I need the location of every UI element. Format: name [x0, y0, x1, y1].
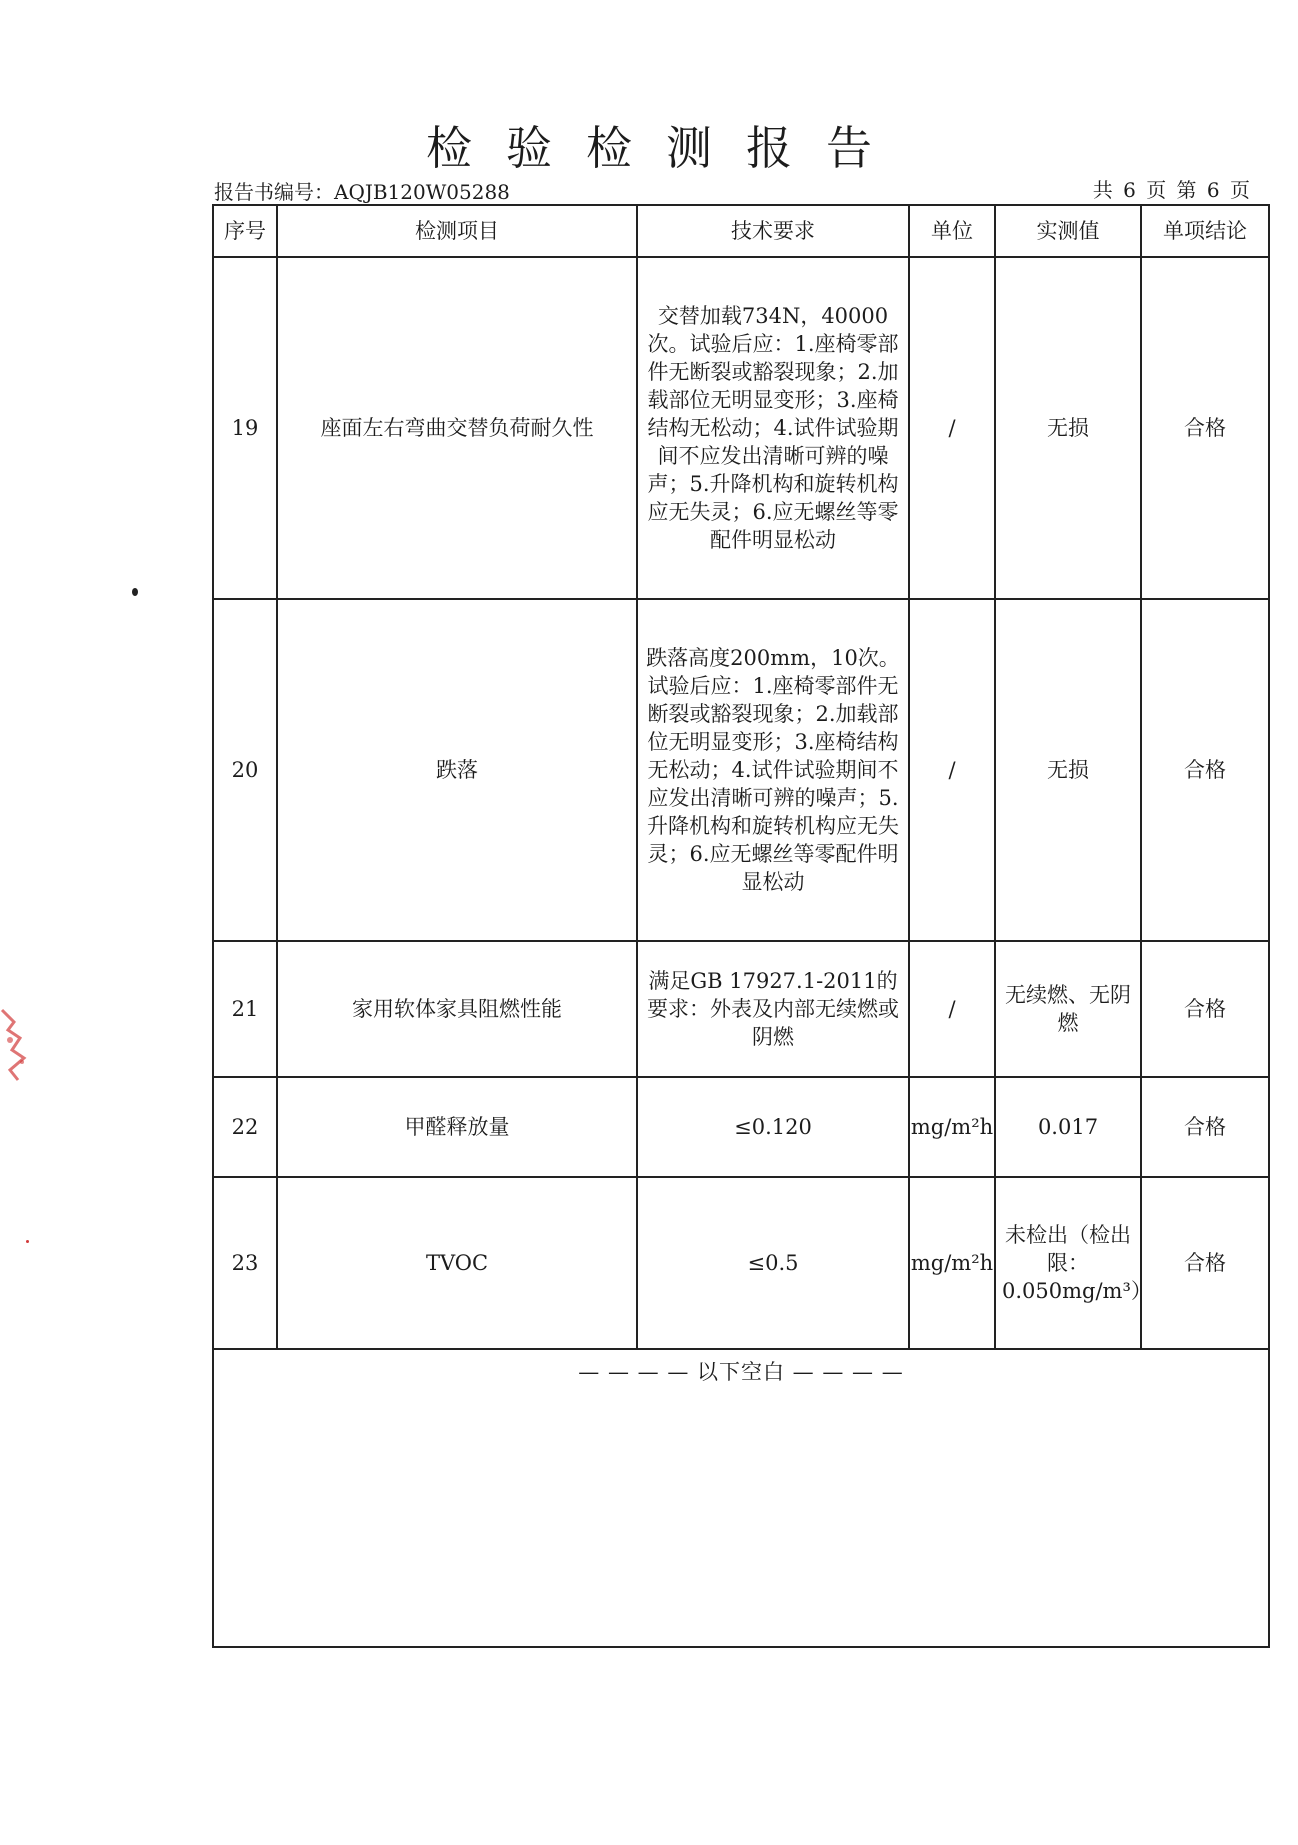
row-result: 合格 [1141, 1077, 1269, 1177]
scan-speck [132, 588, 138, 596]
row-unit: mg/m²h [909, 1177, 995, 1349]
row-no: 21 [213, 941, 277, 1077]
row-measured: 无损 [995, 257, 1141, 599]
inspection-table [212, 204, 1270, 1648]
col-header-measured: 实测值 [995, 205, 1141, 257]
row-item: 座面左右弯曲交替负荷耐久性 [277, 257, 637, 599]
row-no: 20 [213, 599, 277, 941]
row-requirement: 跌落高度200mm，10次。试验后应：1.座椅零部件无断裂或豁裂现象；2.加载部位无明显变形；3.座椅结构无松动；4.试件试验期间不应发出清晰可辨的噪声；5.升降机构和旋转机构应无失灵；6.应无螺丝等零配件明显松动 [637, 599, 909, 941]
blank-below-note: — — — — 以下空白 — — — — [578, 1360, 904, 1384]
col-header-result: 单项结论 [1141, 205, 1269, 257]
table-row [213, 1177, 1269, 1349]
col-header-requirement: 技术要求 [637, 205, 909, 257]
row-result: 合格 [1141, 1177, 1269, 1349]
table-row [213, 1077, 1269, 1177]
scan-speck [26, 1240, 29, 1243]
row-requirement: 交替加载734N，40000次。试验后应：1.座椅零部件无断裂或豁裂现象；2.加载部位无明显变形；3.座椅结构无松动；4.试件试验期间不应发出清晰可辨的噪声；5.升降机构和旋转机构应无失灵；6.应无螺丝等零配件明显松动 [637, 257, 909, 599]
row-measured: 无续燃、无阴燃 [995, 941, 1141, 1077]
row-unit: mg/m²h [909, 1077, 995, 1177]
col-header-no: 序号 [213, 205, 277, 257]
row-no: 22 [213, 1077, 277, 1177]
table-header-row [213, 205, 1269, 257]
row-measured: 未检出（检出限：0.050mg/m³） [995, 1177, 1141, 1349]
red-stamp-fragment [0, 1000, 34, 1090]
report-title: 检验检测报告 [426, 121, 906, 175]
row-unit: / [909, 599, 995, 941]
row-result: 合格 [1141, 941, 1269, 1077]
report-number: 报告书编号：AQJB120W05288 [214, 180, 510, 204]
row-no: 19 [213, 257, 277, 599]
col-header-item: 检测项目 [277, 205, 637, 257]
table-row [213, 941, 1269, 1077]
row-measured: 0.017 [995, 1077, 1141, 1177]
row-requirement: ≤0.5 [637, 1177, 909, 1349]
row-requirement: ≤0.120 [637, 1077, 909, 1177]
row-item: 甲醛释放量 [277, 1077, 637, 1177]
row-item: 家用软体家具阻燃性能 [277, 941, 637, 1077]
row-requirement: 满足GB 17927.1-2011的要求：外表及内部无续燃或阴燃 [637, 941, 909, 1077]
table-row [213, 257, 1269, 599]
page-info: 共 6 页 第 6 页 [1092, 178, 1252, 202]
table-row [213, 599, 1269, 941]
row-unit: / [909, 941, 995, 1077]
row-result: 合格 [1141, 257, 1269, 599]
row-unit: / [909, 257, 995, 599]
row-item: 跌落 [277, 599, 637, 941]
row-no: 23 [213, 1177, 277, 1349]
blank-section-row [213, 1349, 1269, 1647]
blank-section [213, 1349, 1269, 1647]
row-item: TVOC [277, 1177, 637, 1349]
row-measured: 无损 [995, 599, 1141, 941]
row-result: 合格 [1141, 599, 1269, 941]
col-header-unit: 单位 [909, 205, 995, 257]
